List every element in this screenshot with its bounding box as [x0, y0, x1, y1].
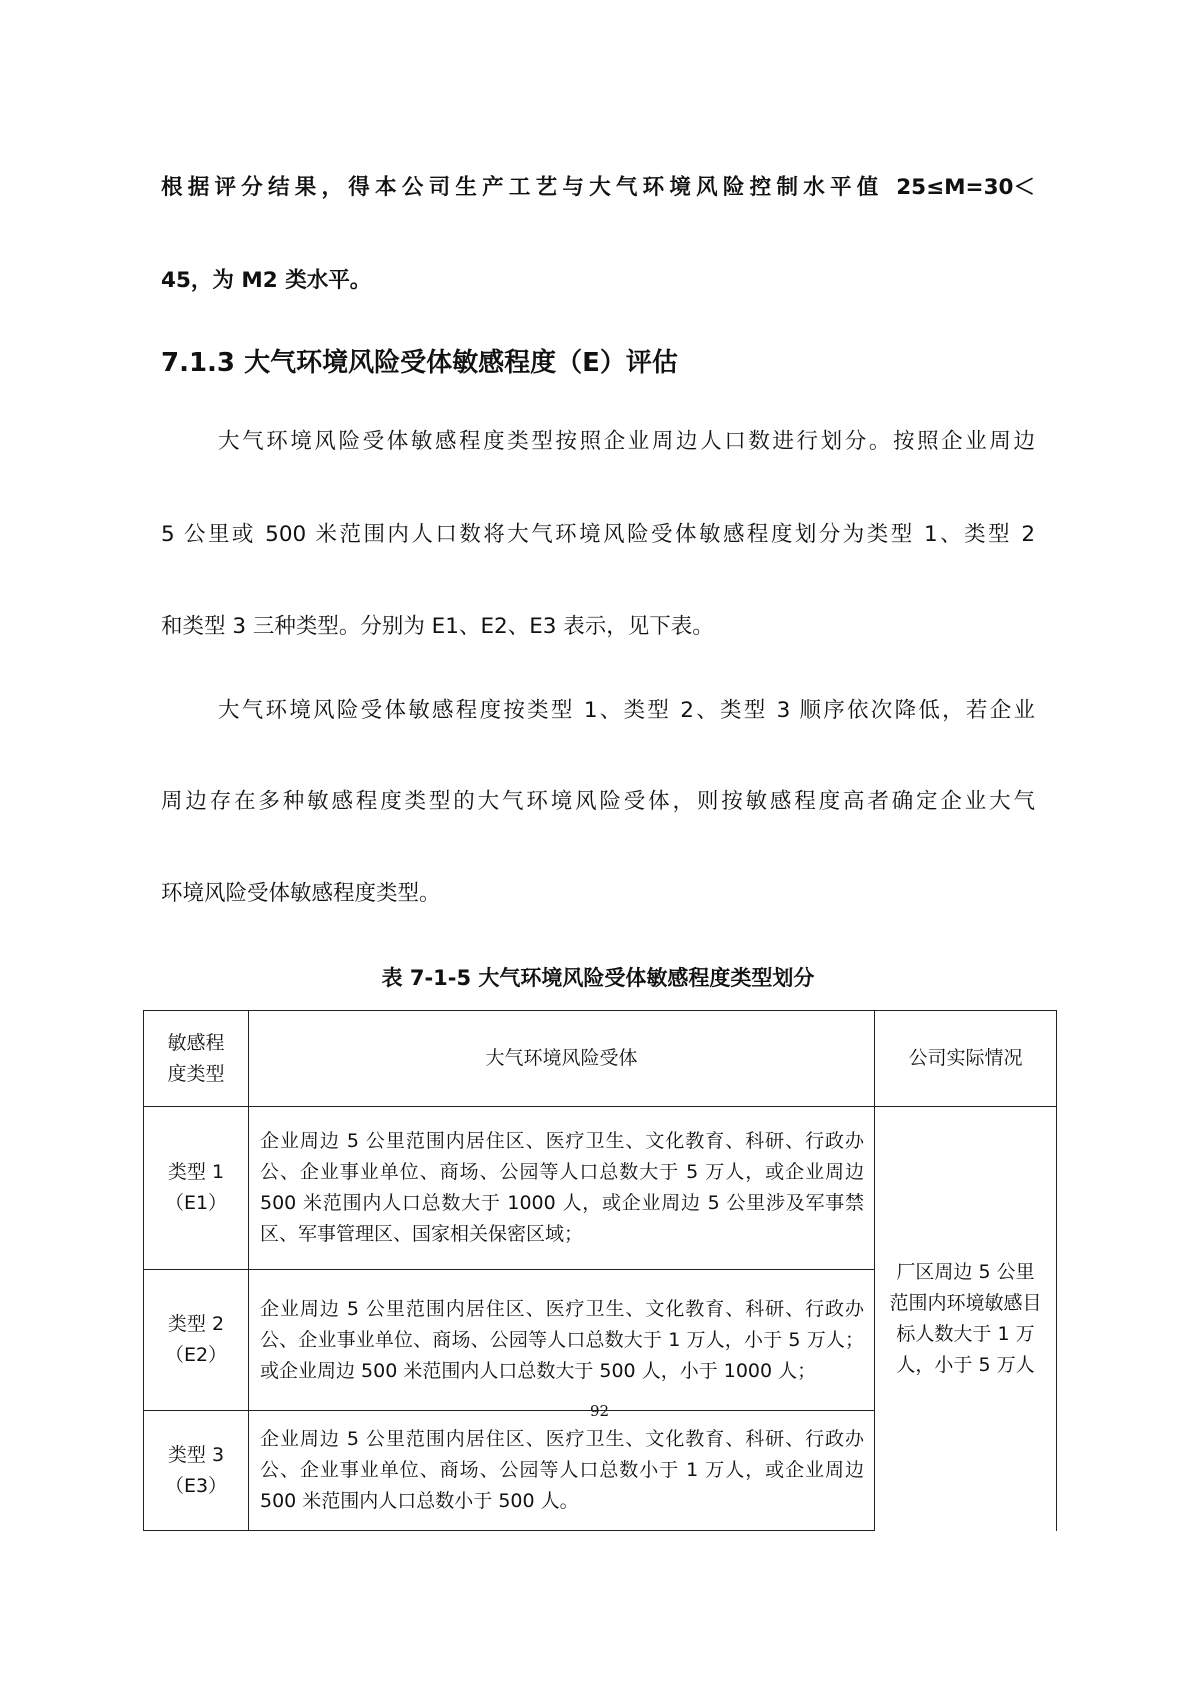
company-actual-cell: 厂区周边 5 公里范围内环境敏感目标人数大于 1 万人，小于 5 万人 [875, 1107, 1057, 1531]
section-heading: 7.1.3 大气环境风险受体敏感程度（E）评估 [161, 348, 678, 378]
row-receptor-e3: 企业周边 5 公里范围内居住区、医疗卫生、文化教育、科研、行政办公、企业事业单位、商场、公园等人口总数小于 1 万人，或企业周边 500 米范围内人口总数小于 500 人。 [249, 1411, 875, 1531]
table-caption: 表 7-1-5 大气环境风险受体敏感程度类型划分 [381, 966, 815, 990]
row-type-e1: 类型 1（E1） [144, 1107, 249, 1270]
score-line-1: 根据评分结果，得本公司生产工艺与大气环境风险控制水平值 25≤M=30＜ [161, 175, 1035, 200]
paragraph-1-line-1: 大气环境风险受体敏感程度类型按照企业周边人口数进行划分。按照企业周边 [218, 429, 1035, 454]
score-line-2: 45，为 M2 类水平。 [161, 268, 372, 293]
table-header-row [144, 1011, 1057, 1107]
row-type-e2: 类型 2（E2） [144, 1270, 249, 1411]
table-row [144, 1107, 1057, 1270]
paragraph-2-line-2: 周边存在多种敏感程度类型的大气环境风险受体，则按敏感程度高者确定企业大气 [161, 789, 1035, 814]
row-receptor-e2: 企业周边 5 公里范围内居住区、医疗卫生、文化教育、科研、行政办公、企业事业单位、商场、公园等人口总数大于 1 万人，小于 5 万人；或企业周边 500 米范围内人口总数大于 500 人，小于 1000 人； [249, 1270, 875, 1411]
header-receptor: 大气环境风险受体 [249, 1011, 875, 1107]
paragraph-2-line-1: 大气环境风险受体敏感程度按类型 1、类型 2、类型 3 顺序依次降低，若企业 [218, 698, 1035, 723]
row-receptor-e1: 企业周边 5 公里范围内居住区、医疗卫生、文化教育、科研、行政办公、企业事业单位、商场、公园等人口总数大于 5 万人，或企业周边 500 米范围内人口总数大于 1000 人，或企业周边 5 公里涉及军事禁区、军事管理区、国家相关保密区域； [249, 1107, 875, 1270]
paragraph-2-line-3: 环境风险受体敏感程度类型。 [161, 881, 441, 906]
row-type-e3: 类型 3（E3） [144, 1411, 249, 1531]
paragraph-1-line-3: 和类型 3 三种类型。分别为 E1、E2、E3 表示，见下表。 [161, 614, 714, 639]
sensitivity-table [143, 1010, 1057, 1531]
header-actual: 公司实际情况 [875, 1011, 1057, 1107]
paragraph-1-line-2: 5 公里或 500 米范围内人口数将大气环境风险受体敏感程度划分为类型 1、类型 2 [161, 522, 1035, 547]
page-number: 92 [590, 1402, 610, 1420]
header-type: 敏感程度类型 [144, 1011, 249, 1107]
